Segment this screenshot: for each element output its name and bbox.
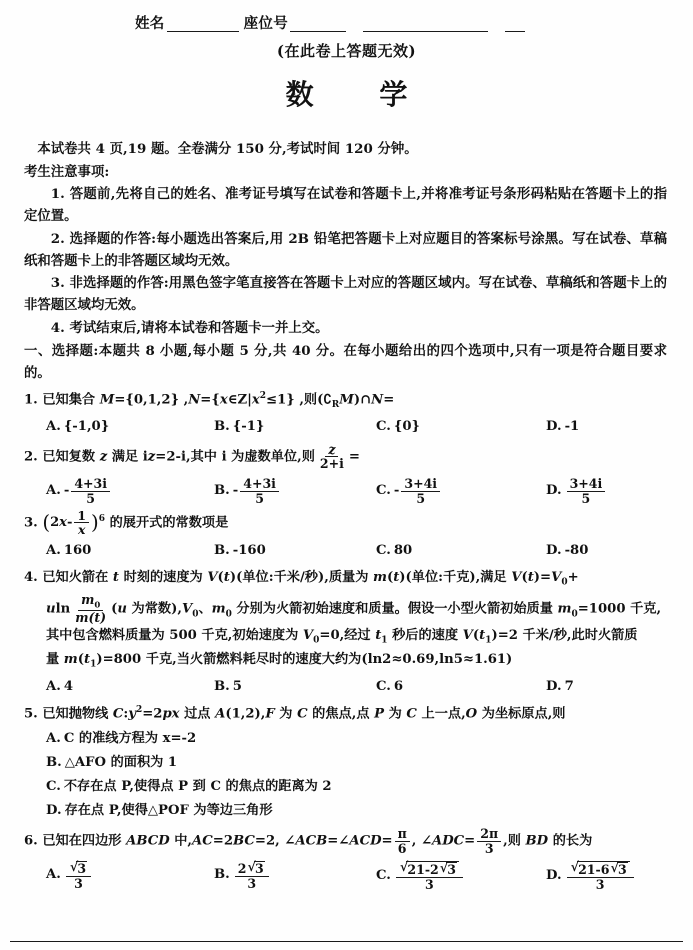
q1-text-e: | xyxy=(247,392,252,408)
q5-option-b-text: △AFO 的面积为 1 xyxy=(64,755,178,771)
notes-title: 考生注意事项: xyxy=(24,163,110,180)
q6-f2-num: 2π xyxy=(477,827,501,842)
q4-l3t1-sub: 1 xyxy=(381,635,388,646)
q1-option-a-text: {-1,0} xyxy=(63,419,110,435)
q2-text-4: = xyxy=(348,449,360,465)
seat-blank-line[interactable] xyxy=(290,19,346,32)
q2-option-c[interactable] xyxy=(376,477,546,505)
q5-point-o: O xyxy=(465,706,478,722)
q2-option-c-num: 3+4i xyxy=(401,477,440,492)
q6-opt-b-den: 3 xyxy=(247,875,257,891)
q2-var-z2: z xyxy=(147,449,156,465)
q3-option-c-label: C. xyxy=(376,542,391,558)
q4-option-d[interactable] xyxy=(546,676,574,699)
q4-var-t4: t xyxy=(527,569,534,585)
q4-l3v0-sub: 0 xyxy=(313,635,320,646)
q2-option-d-den: 5 xyxy=(581,490,591,506)
exam-meta-line: 本试卷共 4 页,19 题。全卷满分 150 分,考试时间 120 分钟。 xyxy=(37,141,418,157)
question-2 xyxy=(24,443,667,505)
q6-si: ,则 xyxy=(503,833,526,849)
q4-l2c: 为常数), xyxy=(126,601,182,617)
q5-option-d-label: D. xyxy=(46,803,62,819)
question-1-options xyxy=(24,416,667,439)
q2-text-1: 已知复数 xyxy=(42,449,100,465)
q5-option-c-text: 不存在点 P,使得点 P 到 C 的焦点的距离为 2 xyxy=(63,779,332,795)
q6-option-c-label: C. xyxy=(376,867,391,883)
q6-sa: 已知在四边形 xyxy=(42,833,127,849)
question-6 xyxy=(24,827,667,891)
q4-l3e: )=2 千米/秒,此时火箭质 xyxy=(491,627,638,643)
question-1-stem xyxy=(24,389,667,413)
q4-l2v0: V xyxy=(181,601,193,617)
q6-sh: = xyxy=(464,833,476,849)
name-blank-line[interactable] xyxy=(167,19,239,32)
q6-opt-c-sqrt xyxy=(400,861,459,877)
q1-option-a-label: A. xyxy=(46,419,61,435)
q6-option-d-fraction xyxy=(567,861,634,891)
q3-tail-text: 的展开式的常数项是 xyxy=(104,515,229,531)
q5-sb: : xyxy=(123,706,129,722)
q5-curve-c2: C xyxy=(297,706,308,722)
q1-option-b-text: {-1} xyxy=(232,419,265,435)
q5-option-a-text: C 的准线方程为 x=-2 xyxy=(63,730,197,746)
q4-v0-sub: 0 xyxy=(561,577,568,588)
question-6-stem xyxy=(24,827,667,855)
q6-opt-c-inner-radicand: 3 xyxy=(447,862,456,878)
q4-l1e: ( xyxy=(386,569,394,585)
q4-frac-den-t: (t) xyxy=(88,610,107,626)
q6-opt-a-sqrt xyxy=(70,861,87,876)
q3-option-a-text: 160 xyxy=(63,542,92,558)
q1-text-i: N xyxy=(371,392,384,408)
q1-option-a[interactable] xyxy=(46,416,214,439)
q4-l3v0: V xyxy=(302,627,314,643)
seat-number-label: 座位号 xyxy=(243,15,289,32)
q1-text-c: ={ xyxy=(200,392,220,408)
q6-se: =∠ xyxy=(327,833,350,849)
q6-angle-fraction-2 xyxy=(477,827,501,855)
section-1-heading: 一、选择题:本题共 8 小题,每小题 5 分,共 40 分。在每小题给出的四个选项中,只有一项是符合题目要求的。 xyxy=(24,343,667,382)
q6-sj: 的长为 xyxy=(548,833,593,849)
q5-option-b-label: B. xyxy=(46,755,62,771)
name-label: 姓名 xyxy=(135,15,165,32)
q6-bc: BC xyxy=(233,833,255,849)
q3-option-c-text: 80 xyxy=(393,542,413,558)
q4-func-m: m xyxy=(372,569,387,585)
q2-option-c-den: 5 xyxy=(416,490,426,506)
q3-frac-num: 1 xyxy=(74,509,89,523)
q3-coefficient: 2 xyxy=(50,514,60,530)
q6-option-a[interactable] xyxy=(46,861,214,890)
question-5-options xyxy=(24,728,667,823)
invalid-answer-notice: (在此卷上答题无效) xyxy=(276,42,417,60)
q4-option-b-label: B. xyxy=(214,679,230,695)
q4-l1c: ( xyxy=(217,569,224,585)
q1-set-n: N xyxy=(188,392,201,408)
q5-curve-c: C xyxy=(112,706,124,722)
q3-exponent: 6 xyxy=(98,514,105,525)
q6-option-c[interactable] xyxy=(376,861,546,891)
q2-frac-denominator: 2+i xyxy=(319,456,344,472)
q6-opt-c-inner: 21-2 xyxy=(407,862,439,878)
q4-l2e: 分别为火箭初始速度和质量。假设一小型火箭初始质量 xyxy=(231,601,558,617)
q2-option-c-fraction xyxy=(401,477,440,505)
q4-option-a-text: 4 xyxy=(63,679,74,695)
q5-point-a: A xyxy=(215,706,226,722)
q2-option-a-fraction xyxy=(71,477,110,505)
q5-sg: 的焦点,点 xyxy=(307,706,375,722)
q4-frac-num-sub: 0 xyxy=(94,600,101,611)
question-3 xyxy=(24,509,667,563)
q2-option-a-num: 4+3i xyxy=(71,477,110,492)
q5-sc: =2 xyxy=(142,706,163,722)
q6-ac: AC xyxy=(192,833,213,849)
page-bottom-rule xyxy=(10,941,683,942)
q1-text-h: )∩ xyxy=(353,392,372,408)
q3-frac-den: x xyxy=(77,522,86,538)
q2-option-c-label: C. xyxy=(376,482,391,498)
q4-option-b[interactable] xyxy=(214,676,376,699)
q1-var-x: x xyxy=(219,392,228,408)
q2-option-d-label: D. xyxy=(546,482,562,498)
q4-l3t1b: t xyxy=(479,627,486,643)
q4-ln: ln xyxy=(55,601,71,617)
q5-sa: 已知抛物线 xyxy=(42,706,113,722)
q6-opt-b-sqrt xyxy=(247,861,264,876)
q4-var-t: t xyxy=(112,569,119,585)
q5-curve-c3: C xyxy=(406,706,417,722)
question-3-options xyxy=(24,540,667,563)
q4-l2m0: m xyxy=(211,601,226,617)
question-4 xyxy=(24,567,667,699)
q3-option-c[interactable] xyxy=(376,540,546,563)
q3-expression: ( 2 x - $\frac{1}{x}$ ) xyxy=(42,508,99,538)
q5-sd: 过点 xyxy=(179,706,216,722)
q5-sh: 为 xyxy=(384,706,407,722)
q4-option-c-text: 6 xyxy=(393,679,404,695)
q5-number: 5. xyxy=(24,706,38,722)
q4-l1g: ( xyxy=(521,569,528,585)
q3-option-b-text: -160 xyxy=(232,542,266,558)
q5-option-c-label: C. xyxy=(46,779,61,795)
q2-number: 2. xyxy=(24,449,38,465)
q3-minus: - xyxy=(66,514,73,530)
q6-adc: ADC xyxy=(432,833,465,849)
q1-universe-r: R xyxy=(331,399,340,410)
q3-var-x: x xyxy=(59,514,67,530)
q4-l3d: ( xyxy=(472,627,480,643)
q6-f1-den: 6 xyxy=(397,840,407,856)
q1-option-d[interactable] xyxy=(546,416,579,439)
q2-option-d[interactable] xyxy=(546,477,607,505)
q2-frac-numerator: z xyxy=(325,443,338,458)
question-4-stem xyxy=(24,567,667,591)
q4-func-v: V xyxy=(207,569,218,585)
q4-l2m0b: m xyxy=(557,601,572,617)
q5-exponent: 2 xyxy=(135,704,143,715)
q1-text-b: ={0,1,2} , xyxy=(114,392,189,408)
q1-set-m: M xyxy=(99,392,115,408)
q4-l4m: m xyxy=(63,651,78,667)
q1-exponent: 2 xyxy=(259,390,267,401)
q2-option-b-num: 4+3i xyxy=(240,477,279,492)
q5-option-d-text: 存在点 P,使得△POF 为等边三角形 xyxy=(64,803,273,819)
q2-fraction xyxy=(317,443,347,471)
q3-option-d-label: D. xyxy=(546,542,562,558)
question-4-line4 xyxy=(24,649,667,673)
q6-f2-den: 3 xyxy=(484,840,494,856)
q4-var-t2: t xyxy=(223,569,230,585)
q6-opt-c-num xyxy=(396,861,463,878)
q1-integer-set: Z xyxy=(237,392,248,408)
q5-var-y: y xyxy=(128,706,136,722)
q5-sf: 为 xyxy=(274,706,298,722)
q6-opt-d-radicand xyxy=(577,861,630,877)
question-6-options xyxy=(24,861,667,891)
q4-func-v2: V xyxy=(511,569,522,585)
q4-option-a-label: A. xyxy=(46,679,61,695)
q4-l3c: 秒后的速度 xyxy=(387,627,463,643)
q5-option-c[interactable] xyxy=(46,776,667,799)
q4-l2m0b-sub: 0 xyxy=(571,608,578,619)
q1-option-b-label: B. xyxy=(214,419,230,435)
q6-acd: ACD xyxy=(349,833,382,849)
q2-option-b-sign: - xyxy=(232,482,239,498)
q4-frac-den xyxy=(72,611,109,625)
q4-l3a: 其中包含燃料质量为 500 千克,初始速度为 xyxy=(46,627,303,643)
q6-sf: = xyxy=(381,833,393,849)
q5-option-b[interactable] xyxy=(46,752,667,775)
page-title: 数 学 xyxy=(285,78,436,111)
q6-opt-c-radicand xyxy=(406,861,459,877)
q6-opt-d-inner-radicand: 3 xyxy=(617,862,627,878)
q6-quad: ABCD xyxy=(126,833,170,849)
q4-mass-fraction xyxy=(72,593,109,625)
q4-l1a: 已知火箭在 xyxy=(42,569,113,585)
note-2: 2. 选择题的作答:每小题选出答案后,用 2B 铅笔把答题卡上对应题目的答案标号涂黑。写在试卷、草稿纸和答题卡上的非答题区域均无效。 xyxy=(24,230,667,269)
q1-text-g: M xyxy=(339,392,354,408)
q6-opt-b-num xyxy=(235,861,269,877)
q6-opt-c-den: 3 xyxy=(425,876,434,892)
q4-l2d: 、 xyxy=(198,601,212,617)
q5-se: (1,2), xyxy=(225,706,266,722)
q6-bd: BD xyxy=(525,833,549,849)
q4-l2m0-sub: 0 xyxy=(225,608,232,619)
q6-option-a-label: A. xyxy=(46,867,61,883)
q1-text-a: 已知集合 xyxy=(42,392,100,408)
q6-opt-a-radicand: 3 xyxy=(77,861,87,877)
q3-fraction xyxy=(74,509,89,537)
q6-opt-b-radicand: 3 xyxy=(255,861,264,877)
q3-option-a-label: A. xyxy=(46,542,61,558)
q4-option-c-label: C. xyxy=(376,679,391,695)
q6-opt-b-coef: 2 xyxy=(237,861,247,877)
q2-option-a[interactable] xyxy=(46,477,214,505)
question-1 xyxy=(24,389,667,439)
q4-l1i: + xyxy=(567,569,579,585)
q6-acb: ACB xyxy=(295,833,328,849)
q6-option-c-fraction xyxy=(396,861,463,891)
q4-l1f: )(单位:千克),满足 xyxy=(399,569,512,585)
q4-option-a[interactable] xyxy=(46,676,214,699)
q1-text-d: ∈ xyxy=(227,392,238,408)
q4-l3b: =0,经过 xyxy=(319,627,376,643)
q6-f1-num: π xyxy=(395,827,410,842)
q6-opt-a-den: 3 xyxy=(74,875,83,891)
q4-l3t1b-sub: 1 xyxy=(485,635,492,646)
q6-option-b-fraction xyxy=(235,861,269,890)
question-2-stem xyxy=(24,443,667,471)
q2-option-d-num: 3+4i xyxy=(567,477,606,492)
q5-option-d[interactable] xyxy=(46,800,667,823)
q3-number: 3. xyxy=(24,515,38,531)
q4-l4t1: t xyxy=(84,651,91,667)
note-1: 1. 答题前,先将自己的姓名、准考证号填写在试卷和答题卡上,并将准考证号条形码粘贴在答题卡上的指定位置。 xyxy=(24,186,667,225)
extra-blank-line-1[interactable] xyxy=(363,19,488,32)
q4-l3v: V xyxy=(462,627,473,643)
q1-option-c-text: {0} xyxy=(393,419,420,435)
q4-u: u xyxy=(46,601,56,617)
q2-option-a-label: A. xyxy=(46,482,61,498)
q4-l2v0-sub: 0 xyxy=(192,608,199,619)
identity-line xyxy=(0,0,693,33)
q4-l3t1: t xyxy=(375,627,382,643)
q4-l4c: )=800 千克,当火箭燃料耗尽时的速度大约为(ln2≈0.69,ln5≈1.61) xyxy=(96,651,513,667)
q2-option-a-den: 5 xyxy=(86,490,96,506)
question-5-stem xyxy=(24,703,667,726)
question-5 xyxy=(24,703,667,823)
q6-sd: =2, ∠ xyxy=(254,833,296,849)
q6-option-d[interactable] xyxy=(546,861,636,891)
q5-px: px xyxy=(162,706,180,722)
q1-option-b[interactable] xyxy=(214,416,376,439)
q4-l1d: )(单位:千米/秒),质量为 xyxy=(229,569,373,585)
q6-opt-d-num xyxy=(567,861,634,878)
q6-sg: , ∠ xyxy=(411,833,432,849)
q3-option-b[interactable] xyxy=(214,540,376,563)
q6-sb: 中, xyxy=(169,833,193,849)
q4-l2f: =1000 千克, xyxy=(577,601,662,617)
q1-var-x2: x xyxy=(251,392,260,408)
q2-text-2: 满足 i xyxy=(107,449,148,465)
q1-option-d-text: -1 xyxy=(564,419,580,435)
q4-v0: V xyxy=(551,569,562,585)
q6-option-a-fraction xyxy=(66,861,91,890)
q1-option-d-label: D. xyxy=(546,419,562,435)
q4-option-c[interactable] xyxy=(376,676,546,699)
q1-option-c-label: C. xyxy=(376,419,391,435)
q1-number: 1. xyxy=(24,392,38,408)
q4-option-b-text: 5 xyxy=(232,679,242,695)
question-2-options xyxy=(24,477,667,505)
q6-opt-a-num xyxy=(66,861,91,877)
q3-option-d[interactable] xyxy=(546,540,588,563)
question-4-options xyxy=(24,676,667,699)
extra-blank-line-2[interactable] xyxy=(505,19,525,32)
q6-opt-d-inner-sqrt xyxy=(610,862,627,877)
q2-option-b-label: B. xyxy=(214,482,230,498)
q4-var-t3: t xyxy=(393,569,400,585)
q2-option-b-den: 5 xyxy=(255,490,264,506)
note-4: 4. 考试结束后,请将本试卷和答题卡一并上交。 xyxy=(50,319,329,336)
q6-opt-d-sqrt xyxy=(571,861,630,877)
q4-l2b: ( xyxy=(111,601,118,617)
q2-option-b[interactable] xyxy=(214,477,376,505)
q6-angle-fraction-1 xyxy=(395,827,410,855)
q4-l4t1-sub: 1 xyxy=(90,659,97,670)
q2-option-d-fraction xyxy=(567,477,606,505)
q4-option-d-text: 7 xyxy=(564,679,574,695)
question-3-stem xyxy=(24,509,667,537)
q6-option-b[interactable] xyxy=(214,861,376,890)
q5-point-f: F xyxy=(265,706,275,722)
q1-option-c[interactable] xyxy=(376,416,546,439)
question-4-line3 xyxy=(24,625,667,649)
q1-text-j: = xyxy=(383,392,395,408)
q4-l1b: 时刻的速度为 xyxy=(119,569,208,585)
q4-frac-num-m: m xyxy=(81,591,95,607)
q5-option-a-label: A. xyxy=(46,730,61,746)
q2-option-c-sign: - xyxy=(393,482,400,498)
q4-l4a: 量 xyxy=(46,651,64,667)
q2-option-b-fraction xyxy=(240,477,279,505)
q5-point-p: P xyxy=(374,706,385,722)
q4-frac-den-m: m xyxy=(75,610,89,626)
q4-option-d-label: D. xyxy=(546,679,562,695)
question-4-line2 xyxy=(24,593,667,625)
q1-text-f: ≤1} ,则(∁ xyxy=(266,392,332,408)
q6-opt-d-den: 3 xyxy=(595,876,605,892)
q5-option-a[interactable] xyxy=(46,728,667,751)
note-3: 3. 非选择题的作答:用黑色签字笔直接答在答题卡上对应的答题区域内。写在试卷、草稿纸和答题卡上的非答题区域均无效。 xyxy=(24,275,667,313)
q4-number: 4. xyxy=(24,569,38,585)
q3-option-d-text: -80 xyxy=(564,542,589,558)
q4-l1h: )= xyxy=(533,569,552,585)
q4-l4b: ( xyxy=(77,651,84,667)
q3-option-a[interactable] xyxy=(46,540,214,563)
q6-opt-d-inner: 21-6 xyxy=(578,862,610,878)
intro-block xyxy=(0,139,693,891)
q5-si: 上一点, xyxy=(416,706,466,722)
q2-text-3: =2-i,其中 i 为虚数单位,则 xyxy=(155,449,315,465)
q4-frac-num xyxy=(78,593,103,612)
q6-number: 6. xyxy=(24,833,38,849)
q6-opt-c-inner-sqrt xyxy=(440,862,457,877)
q6-sc: =2 xyxy=(212,833,233,849)
q4-l2u: u xyxy=(117,601,127,617)
q6-option-b-label: B. xyxy=(214,867,230,883)
q6-option-d-label: D. xyxy=(546,867,562,883)
q2-option-a-sign: - xyxy=(63,482,70,498)
q5-sj: 为坐标原点,则 xyxy=(477,706,566,722)
q3-option-b-label: B. xyxy=(214,542,230,558)
q2-var-z1: z xyxy=(99,449,108,465)
